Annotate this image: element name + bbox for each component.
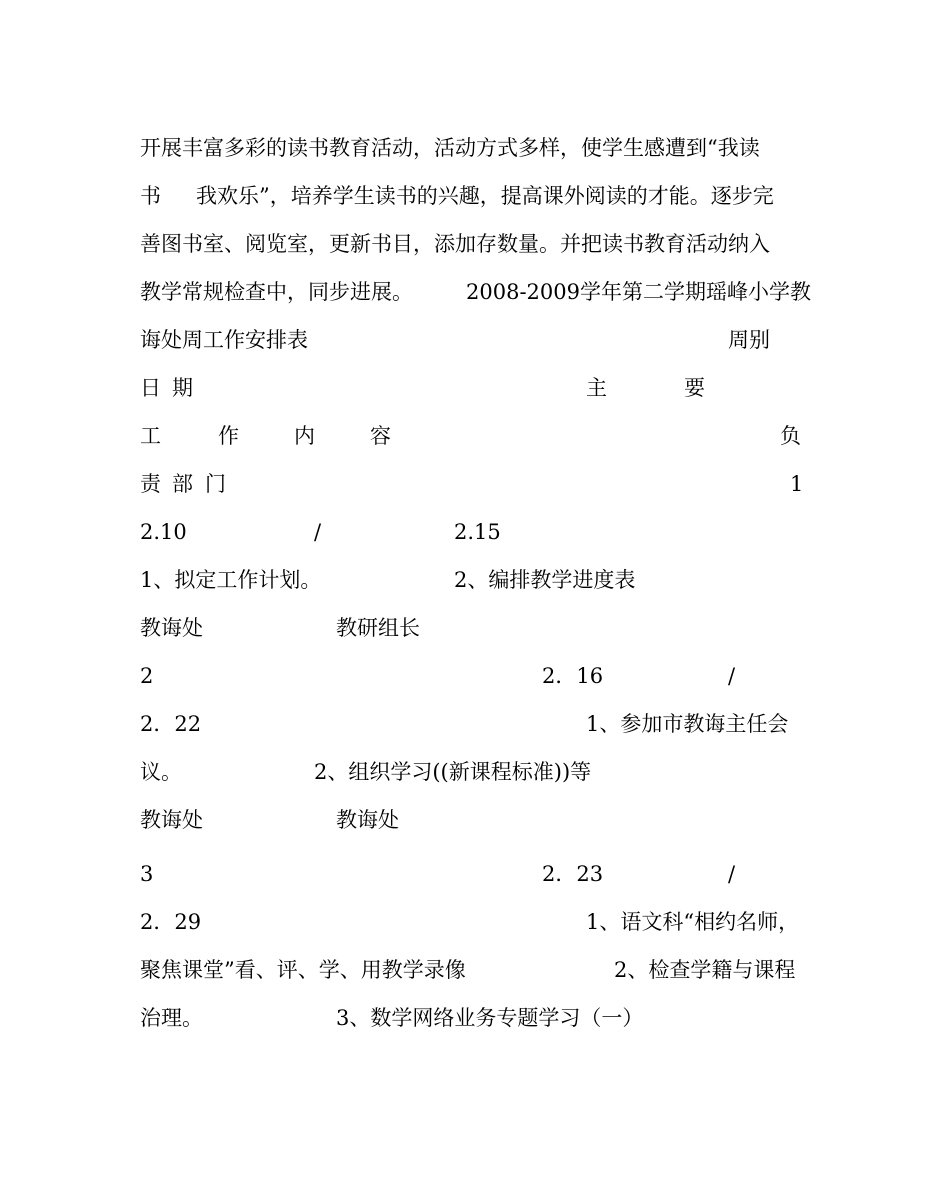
- week3-end-line: [0, 898, 950, 946]
- week3-items-line: [0, 946, 950, 994]
- week3-item1: 1、语文科“相约名师，: [586, 910, 800, 934]
- week1-items-line: [0, 556, 950, 604]
- week3-item3: 3、数学网络业务专题学习（一）: [336, 1006, 644, 1030]
- header-work: 工: [140, 424, 161, 448]
- week3-item2-cont: 治理。: [140, 1006, 203, 1030]
- week3-items-line-2: [0, 994, 950, 1042]
- header-line-1: [0, 364, 950, 412]
- week3-number: 3: [140, 862, 154, 886]
- week1-number: 1: [790, 472, 804, 496]
- header-date-2: 期: [172, 376, 193, 400]
- header-nei: 内: [294, 424, 315, 448]
- week3-start-line: [0, 850, 950, 898]
- week1-end: 2.15: [454, 520, 501, 544]
- week3-item2: 2、检查学籍与课程: [614, 958, 796, 982]
- header-zuo: 作: [218, 424, 239, 448]
- header-fu: 负: [780, 424, 801, 448]
- week2-end-line: [0, 700, 950, 748]
- header-rong: 容: [370, 424, 391, 448]
- paragraph-line-2: [0, 172, 950, 220]
- week2-item2: 2、组织学习((新课程标准))等: [314, 760, 592, 784]
- week1-start: 2.10: [140, 520, 187, 544]
- header-week: 周别: [728, 328, 770, 352]
- header-main-2: 要: [684, 376, 705, 400]
- week2-number: 2: [140, 664, 154, 688]
- week2-dept-line: [0, 796, 950, 844]
- header-bu: 部: [172, 472, 193, 496]
- week2-item1: 1、参加市教诲主任会: [586, 712, 789, 736]
- week3-item1-cont: 聚焦课堂”看、评、学、用教学录像: [140, 958, 466, 982]
- text: 书: [140, 184, 161, 208]
- table-title: 诲处周工作安排表: [140, 328, 308, 352]
- paragraph-line-3: [0, 220, 950, 268]
- paragraph-line-4: [0, 268, 950, 316]
- text: 我欢乐”，培养学生读书的兴趣，提高课外阅读的才能。逐步完: [196, 184, 774, 208]
- week2-start-line: [0, 652, 950, 700]
- week1-date-line: [0, 508, 950, 556]
- week3-start: 2．23: [542, 862, 604, 886]
- header-men: 门: [205, 472, 226, 496]
- week2-dept2: 教诲处: [336, 808, 399, 832]
- header-line-3: [0, 460, 950, 508]
- week2-item1-cont: 议。: [140, 760, 182, 784]
- week2-dept1: 教诲处: [140, 808, 203, 832]
- header-line-2: [0, 412, 950, 460]
- week3-end: 2．29: [140, 910, 202, 934]
- week1-sep: /: [314, 520, 322, 544]
- paragraph-line-5: [0, 316, 950, 364]
- week1-item2: 2、编排教学进度表: [454, 568, 636, 592]
- week2-items-line: [0, 748, 950, 796]
- week2-sep: /: [728, 664, 736, 688]
- header-ze: 责: [140, 472, 161, 496]
- week2-start: 2．16: [542, 664, 604, 688]
- header-date-1: 日: [140, 376, 161, 400]
- text: 善图书室、阅览室，更新书目，添加存数量。并把读书教育活动纳入: [140, 232, 770, 256]
- paragraph-line-1: [0, 124, 950, 172]
- week1-dept2: 教研组长: [336, 616, 420, 640]
- week3-sep: /: [728, 862, 736, 886]
- week1-dept-line: [0, 604, 950, 652]
- text: 2008-2009学年第二学期瑶峰小学教: [466, 280, 811, 304]
- week2-end: 2．22: [140, 712, 202, 736]
- header-main-1: 主: [586, 376, 607, 400]
- text: 教学常规检查中，同步进展。: [140, 280, 413, 304]
- text: 开展丰富多彩的读书教育活动，活动方式多样，使学生感遭到“我读: [140, 136, 760, 160]
- week1-item1: 1、拟定工作计划。: [140, 568, 322, 592]
- week1-dept1: 教诲处: [140, 616, 203, 640]
